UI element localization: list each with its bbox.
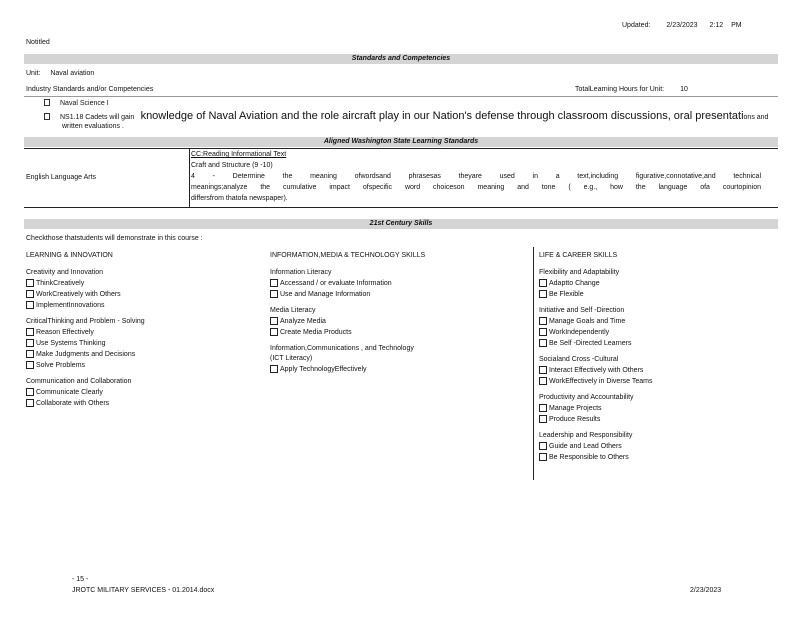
- checkbox-icon[interactable]: [539, 415, 547, 423]
- list-item: NS1.18 Cadets will gain knowledge of Naval Aviation and the role aircraft play in our Nation's defense through classroom discussions, oral presentations and: [44, 110, 784, 123]
- skill-group: [270, 306, 425, 338]
- updated-label: Updated:: [622, 22, 651, 29]
- skill-group: [270, 268, 425, 300]
- skill-checkbox[interactable]: Accessand / or evaluate Information: [270, 278, 425, 289]
- skill-checkbox[interactable]: Be Flexible: [539, 289, 652, 300]
- standard-line-1: 4 - Determine the meaning ofwordsand phrasesas theyare used in a text,including figurative,connotative,and technical: [191, 173, 761, 180]
- skill-group-title: Information Literacy: [270, 269, 332, 276]
- skill-group-title: Leadership and Responsibility: [539, 432, 633, 439]
- skill-checkbox[interactable]: WorkCreatively with Others: [26, 289, 145, 300]
- skill-group-title: Flexibility and Adaptability: [539, 269, 620, 276]
- checkbox-icon[interactable]: [539, 377, 547, 385]
- skill-group: [539, 355, 652, 387]
- skill-group: [26, 377, 145, 409]
- skill-group-title: CriticalThinking and Problem - Solving: [26, 318, 145, 325]
- skill-checkbox[interactable]: Solve Problems: [26, 360, 145, 371]
- checkbox-icon[interactable]: [539, 290, 547, 298]
- checkbox-icon[interactable]: [539, 366, 547, 374]
- list-item: Naval Science I: [44, 99, 109, 108]
- total-hours: [575, 86, 688, 94]
- skill-checkbox[interactable]: Manage Projects: [539, 403, 652, 414]
- checkbox-icon[interactable]: [26, 399, 34, 407]
- cc-reading-title: CC:Reading Informational Text: [191, 151, 287, 158]
- checkbox-icon[interactable]: [270, 328, 278, 336]
- skill-checkbox[interactable]: Be Self -Directed Learners: [539, 338, 652, 349]
- checkbox-icon[interactable]: [26, 361, 34, 369]
- century-bar: 21st Century Skills: [24, 219, 778, 229]
- checkbox-icon[interactable]: [270, 279, 278, 287]
- skill-group: [539, 268, 652, 300]
- column-title: INFORMATION,MEDIA & TECHNOLOGY SKILLS: [270, 252, 426, 259]
- skill-checkbox[interactable]: Interact Effectively with Others: [539, 365, 652, 376]
- updated-ampm: PM: [731, 22, 742, 29]
- checkbox-icon[interactable]: [26, 339, 34, 347]
- checkbox-icon[interactable]: [26, 290, 34, 298]
- skill-checkbox[interactable]: ThinkCreatively: [26, 278, 145, 289]
- bullet-icon: [44, 113, 50, 120]
- skill-group-title: Initiative and Self -Direction: [539, 307, 625, 314]
- skill-checkbox[interactable]: Produce Results: [539, 414, 652, 425]
- skill-group-title: Productivity and Accountability: [539, 394, 634, 401]
- skill-group: [539, 393, 652, 425]
- skills-column-information: [270, 251, 425, 375]
- skill-checkbox[interactable]: Reason Effectively: [26, 327, 145, 338]
- skill-group: [26, 268, 145, 311]
- column-title: LEARNING & INNOVATION: [26, 252, 113, 259]
- column-title: LIFE & CAREER SKILLS: [539, 252, 618, 259]
- checkbox-icon[interactable]: [270, 317, 278, 325]
- skill-group: [26, 317, 145, 371]
- skill-checkbox[interactable]: WorkIndependently: [539, 327, 652, 338]
- skill-checkbox[interactable]: Collaborate with Others: [26, 398, 145, 409]
- checkbox-icon[interactable]: [26, 350, 34, 358]
- skill-group-title: Socialand Cross -Cultural: [539, 356, 619, 363]
- updated-time: 2:12: [709, 22, 724, 29]
- unit-row: [26, 70, 94, 78]
- skill-checkbox[interactable]: WorkEffectively in Diverse Teams: [539, 376, 652, 387]
- checkbox-icon[interactable]: [539, 442, 547, 450]
- checkbox-icon[interactable]: [26, 388, 34, 396]
- total-hours-value: 10: [680, 86, 688, 93]
- checkbox-icon[interactable]: [539, 317, 547, 325]
- list-item-continued: written evaluations .: [62, 123, 124, 130]
- craft-structure: Craft and Structure (9 -10): [191, 162, 273, 169]
- aligned-bar: Aligned Washington State Learning Standards: [24, 137, 778, 147]
- skill-checkbox[interactable]: Guide and Lead Others: [539, 441, 652, 452]
- updated-stamp: [622, 22, 742, 30]
- skill-checkbox[interactable]: Make Judgments and Decisions: [26, 349, 145, 360]
- standard-line-2: meanings;analyze the cumulative impact ofspecific word choiceson meaning and tone ( e.g., how the language ofa courtopinion: [191, 184, 761, 191]
- checkbox-icon[interactable]: [539, 328, 547, 336]
- standard-line-3: differsfrom thatofa newspaper).: [191, 195, 288, 202]
- skill-group: [270, 344, 425, 375]
- unit-label: Unit:: [26, 70, 41, 77]
- checkbox-icon[interactable]: [539, 279, 547, 287]
- footer-org: JROTC MILITARY SERVICES - 01.2014.docx: [72, 587, 215, 594]
- skill-checkbox[interactable]: Analyze Media: [270, 316, 425, 327]
- doc-title: Notitled: [26, 39, 50, 46]
- skill-checkbox[interactable]: Adaptto Change: [539, 278, 652, 289]
- footer-date: 2/23/2023: [690, 587, 722, 594]
- skill-checkbox[interactable]: Apply TechnologyEffectively: [270, 364, 425, 375]
- skill-checkbox[interactable]: Communicate Clearly: [26, 387, 145, 398]
- skill-group-title: Information,Communications , and Technology: [270, 345, 414, 352]
- skill-checkbox[interactable]: ImplementInnovations: [26, 300, 145, 311]
- skill-group-subtitle: (ICT Literacy): [270, 355, 313, 362]
- skill-group: [539, 431, 652, 463]
- updated-date: 2/23/2023: [666, 22, 698, 29]
- skill-group-title: Communication and Collaboration: [26, 378, 132, 385]
- unit-value: Naval aviation: [50, 70, 95, 77]
- checkbox-icon[interactable]: [539, 453, 547, 461]
- checkbox-icon[interactable]: [26, 279, 34, 287]
- total-hours-label: TotalLearning Hours for Unit:: [575, 86, 665, 93]
- checkbox-icon[interactable]: [26, 301, 34, 309]
- check-intro: Checkthose thatstudents will demonstrate in this course :: [26, 235, 203, 242]
- skill-checkbox[interactable]: Be Responsible to Others: [539, 452, 652, 463]
- checkbox-icon[interactable]: [270, 365, 278, 373]
- skills-column-life-career: [539, 251, 652, 463]
- industry-label: Industry Standards and/or Competencies: [26, 86, 154, 93]
- skills-column-learning: [26, 251, 145, 409]
- checkbox-icon[interactable]: [270, 290, 278, 298]
- checkbox-icon[interactable]: [539, 404, 547, 412]
- checkbox-icon[interactable]: [26, 328, 34, 336]
- checkbox-icon[interactable]: [539, 339, 547, 347]
- page-number: - 15 -: [72, 576, 89, 583]
- skill-group: [539, 306, 652, 349]
- skill-checkbox[interactable]: Create Media Products: [270, 327, 425, 338]
- skill-group-title: Media Literacy: [270, 307, 316, 314]
- skill-checkbox[interactable]: Manage Goals and Time: [539, 316, 652, 327]
- english-label: English Language Arts: [26, 174, 97, 181]
- bullet-icon: [44, 99, 50, 106]
- standards-bar: Standards and Competencies: [24, 54, 778, 64]
- skill-checkbox[interactable]: Use and Manage Information: [270, 289, 425, 300]
- skill-group-title: Creativity and Innovation: [26, 269, 104, 276]
- skill-checkbox[interactable]: Use Systems Thinking: [26, 338, 145, 349]
